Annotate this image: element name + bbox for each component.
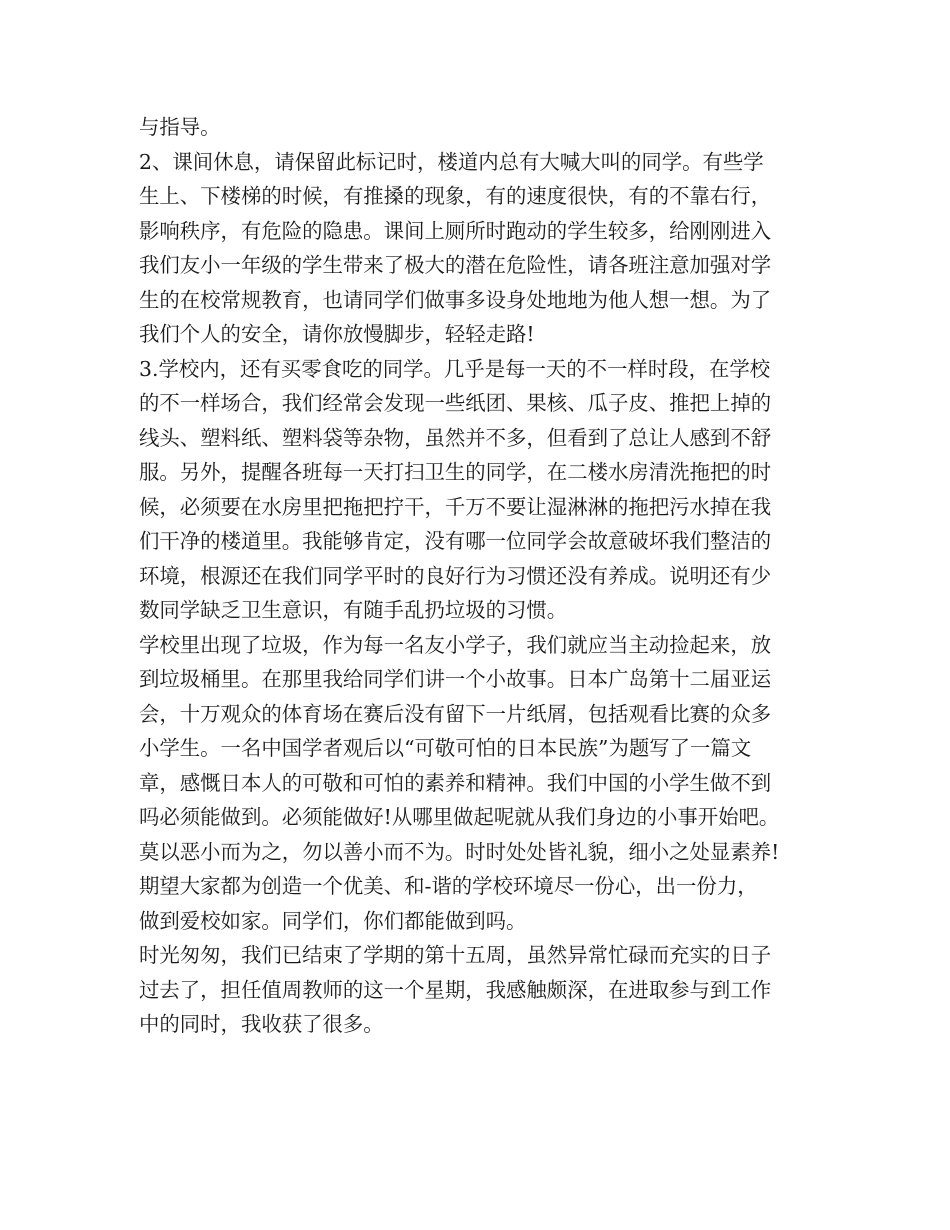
text-line: 我们友小一年级的学生带来了极大的潜在危险性，请各班注意加强对学 bbox=[139, 253, 772, 277]
text-line: 章，感慨日本人的可敬和可怕的素养和精神。我们中国的小学生做不到 bbox=[139, 770, 772, 795]
text-line: 时光匆匆，我们已结束了学期的第十五周，虽然异常忙碌而充实的日子 bbox=[139, 943, 772, 967]
text-line: 莫以恶小而为之，勿以善小而不为。时时处处皆礼貌，细小之处显素养! bbox=[139, 839, 780, 864]
text-line: 环境，根源还在我们同学平时的良好行为习惯还没有养成。说明还有少 bbox=[139, 563, 772, 588]
text-line: 生上、下楼梯的时候，有推搡的现象，有的速度很快，有的不靠右行， bbox=[139, 184, 772, 208]
text-line: 中的同时，我收获了很多。 bbox=[139, 1012, 384, 1036]
text-line: 过去了，担任值周教师的这一个星期，我感触颇深，在进取参与到工作 bbox=[139, 977, 772, 1002]
text-line: 期望大家都为创造一个优美、和-谐的学校环境尽一份心，出一份力， bbox=[139, 874, 758, 898]
text-line: 3.学校内，还有买零食吃的同学。几乎是每一天的不一样时段，在学校 bbox=[139, 356, 771, 381]
text-line: 服。另外，提醒各班每一天打扫卫生的同学，在二楼水房清洗拖把的时 bbox=[139, 460, 772, 484]
document-body bbox=[139, 110, 819, 1042]
text-line: 生的在校常规教育，也请同学们做事多设身处地地为他人想一想。为了 bbox=[139, 287, 772, 312]
text-line: 小学生。一名中国学者观后以“可敬可怕的日本民族”为题写了一篇文 bbox=[139, 736, 752, 760]
text-line: 吗必须能做到。必须能做好!从哪里做起呢就从我们身边的小事开始吧。 bbox=[139, 805, 780, 829]
text-line: 线头、塑料纸、塑料袋等杂物，虽然并不多，但看到了总让人感到不舒 bbox=[139, 425, 772, 450]
text-line: 做到爱校如家。同学们，你们都能做到吗。 bbox=[139, 908, 527, 933]
text-line: 到垃圾桶里。在那里我给同学们讲一个小故事。日本广岛第十二届亚运 bbox=[139, 667, 772, 691]
text-line: 2、课间休息，请保留此标记时，楼道内总有大喊大叫的同学。有些学 bbox=[139, 149, 764, 174]
text-line: 与指导。 bbox=[139, 115, 221, 139]
text-line: 的不一样场合，我们经常会发现一些纸团、果核、瓜子皮、推把上掉的 bbox=[139, 391, 772, 415]
text-line: 数同学缺乏卫生意识，有随手乱扔垃圾的习惯。 bbox=[139, 598, 568, 622]
text-line: 候，必须要在水房里把拖把拧干，千万不要让湿淋淋的拖把污水掉在我 bbox=[139, 494, 772, 519]
text-line: 们干净的楼道里。我能够肯定，没有哪一位同学会故意破坏我们整洁的 bbox=[139, 529, 772, 553]
text-line: 影响秩序，有危险的隐患。课间上厕所时跑动的学生较多，给刚刚进入 bbox=[139, 218, 772, 243]
text-line: 会，十万观众的体育场在赛后没有留下一片纸屑，包括观看比赛的众多 bbox=[139, 701, 772, 726]
text-line: 我们个人的安全，请你放慢脚步，轻轻走路! bbox=[139, 322, 535, 346]
text-line: 学校里出现了垃圾，作为每一名友小学子，我们就应当主动捡起来，放 bbox=[139, 632, 772, 657]
